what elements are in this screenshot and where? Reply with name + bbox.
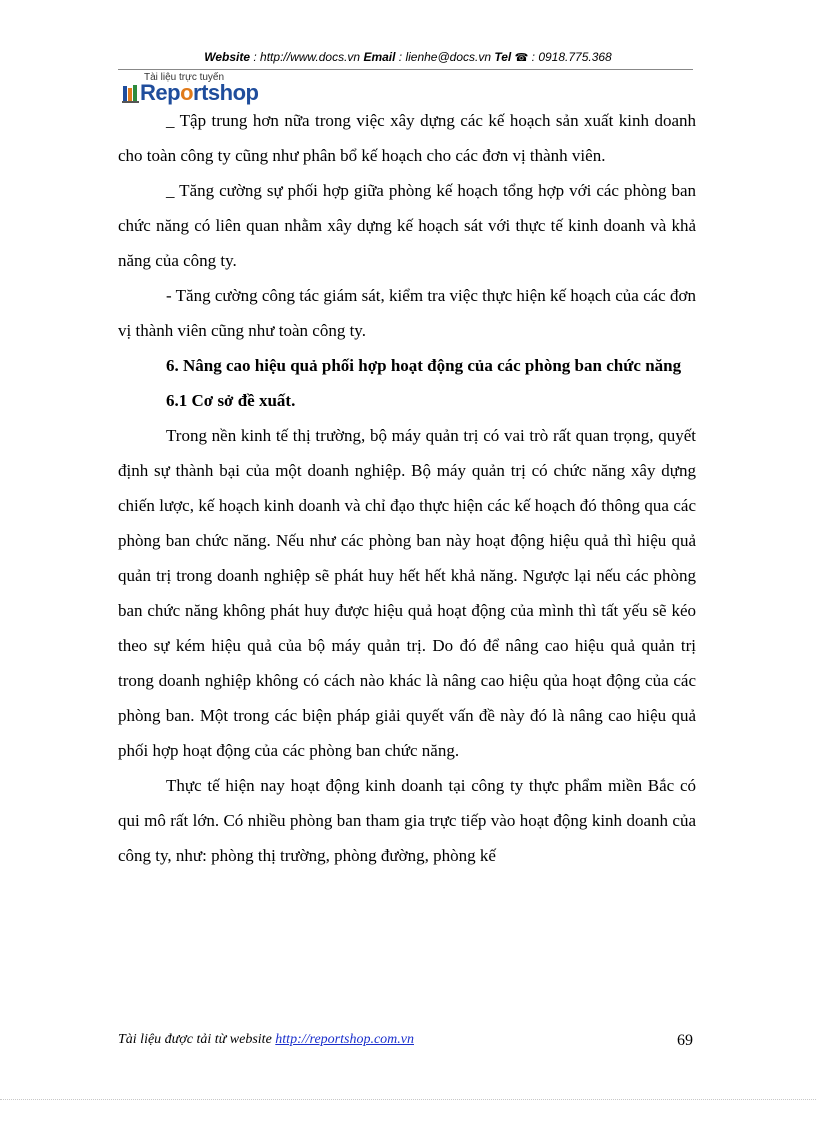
website-value: : http://www.docs.vn — [250, 50, 364, 64]
tel-value: : 0918.775.368 — [528, 50, 612, 64]
logo-wordmark: Reportshop — [140, 80, 259, 105]
paragraph-4: Trong nền kinh tế thị trường, bộ máy quản trị có vai trò rất quan trọng, quyết định sự thành bại của một doanh nghiệp. Bộ máy quản trị có chức năng xây dựng chiến lược, kế hoạch kinh doanh và chỉ đạo thực hiện các kế hoạch đó thông qua các phòng ban chức năng. Nếu như các phòng ban này hoạt động hiệu quả thì hiệu quả quản trị trong doanh nghiệp sẽ phát huy hết hết khả năng. Ngược lại nếu các phòng ban chức năng không phát huy được hiệu quả hoạt động của mình thì tất yếu sẽ kéo theo sự kém hiệu quả của bộ máy quản trị. Do đó để nâng cao hiệu quả quản trị trong doanh nghiệp không có cách nào khác là nâng cao hiệu qủa hoạt động của các phòng ban. Một trong các biện pháp giải quyết vấn đề này đó là nâng cao hiệu quả phối hợp hoạt động của các phòng ban chức năng. — [118, 426, 696, 760]
document-body — [118, 103, 696, 873]
paragraph-1: _ Tập trung hơn nữa trong việc xây dựng các kế hoạch sản xuất kinh doanh cho toàn công ty cũng như phân bổ kế hoạch cho các đơn vị thành viên. — [118, 111, 696, 165]
tel-label: Tel — [494, 50, 512, 64]
email-label: Email — [363, 50, 396, 64]
section-heading-6-1: 6.1 Cơ sở đề xuất. — [166, 391, 296, 410]
header-rule — [118, 69, 693, 70]
paragraph-3: - Tăng cường công tác giám sát, kiểm tra việc thực hiện kế hoạch của các đơn vị thành viên cũng như toàn công ty. — [118, 286, 696, 340]
paragraph-5: Thực tế hiện nay hoạt động kinh doanh tại công ty thực phẩm miền Bắc có qui mô rất lớn. Có nhiều phòng ban tham gia trực tiếp vào hoạt động kinh doanh của công ty, như: phòng thị trường, phòng đường, phòng kế — [118, 776, 696, 865]
logo-tagline: Tài liệu trực tuyến — [144, 72, 225, 83]
page-number: 69 — [677, 1032, 693, 1049]
phone-icon: ☎ — [514, 52, 529, 64]
page-header — [0, 50, 816, 64]
section-heading-6: 6. Nâng cao hiệu quả phối hợp hoạt động của các phòng ban chức năng — [166, 356, 682, 375]
email-value: : lienhe@docs.vn — [395, 50, 495, 64]
page-bottom-border — [0, 1099, 816, 1100]
page-footer — [118, 1032, 693, 1054]
paragraph-2: _ Tăng cường sự phối hợp giữa phòng kế hoạch tổng hợp với các phòng ban chức năng có liên quan nhằm xây dựng kế hoạch sát với thực tế kinh doanh và khả năng của công ty. — [118, 181, 696, 270]
reportshop-logo — [120, 72, 280, 106]
footer-text: Tài liệu được tải từ website http://reportshop.com.vn — [118, 1032, 414, 1047]
footer-link[interactable]: http://reportshop.com.vn — [275, 1032, 414, 1047]
website-label: Website — [204, 50, 251, 64]
